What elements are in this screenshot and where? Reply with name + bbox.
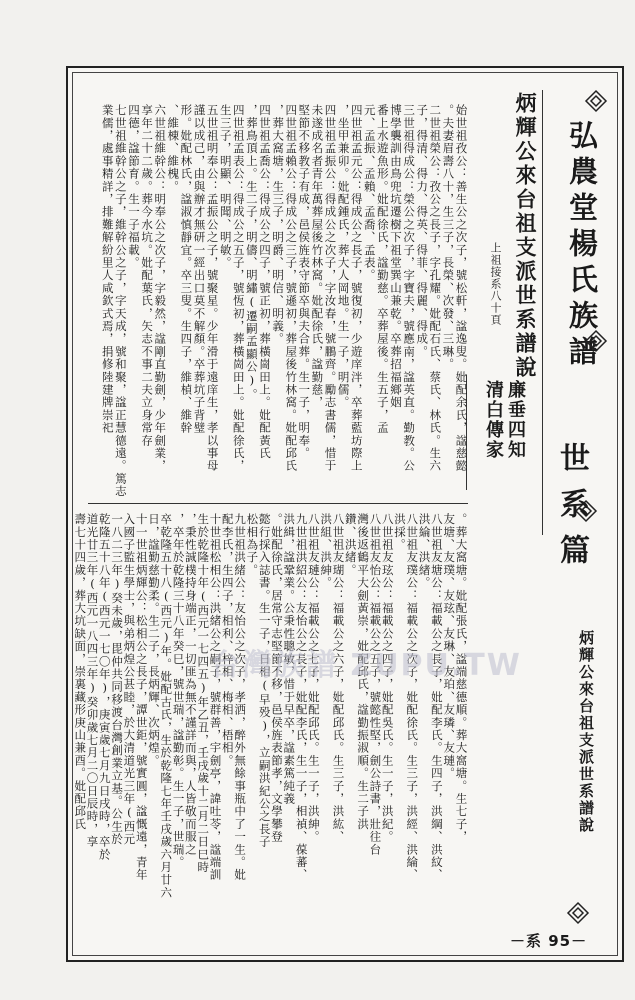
block-divider: [88, 503, 468, 504]
text-column: 配李氏，生四子，相利、梓相、梅相、梧相。: [220, 513, 235, 767]
diamond-ornament-icon: [585, 90, 607, 112]
text-column: 鑽、洪緒。: [343, 513, 358, 577]
text-column: 入國子監生學士，與弟炳煌公甚睦，於大清道光三年(西元: [122, 513, 137, 846]
text-column: 四世祖孟喬公：得成公之四子，號正初，葬橫崗田上。妣配黃氏: [258, 104, 272, 460]
text-column: ，葬鳥頂上。生二子，明儔、明繡(遷嗣孟顯公)。: [244, 104, 259, 402]
text-column: 博學襲訓由鳥兜坑遷樹下祖堂巽山兼乾。卒葬招福鄉姻: [389, 104, 403, 409]
text-column: 洪緝，諡鞏業。公秉性聰敏，惜于早卒，諡素篤純義: [282, 513, 297, 806]
text-column: 生三子，明顯、明聞、明敏。: [218, 104, 233, 270]
text-column: 享年二十二歲。葬今水坑。妣配葉氏，矢志不事二夫立身常存: [140, 104, 155, 447]
text-column: 八世祖友塘公：福載公之長子，妣配李氏。生四子，洪綱、洪紋、: [429, 513, 444, 882]
text-column: 形。妣配林氏，諡淑慎靜宜。卒三叟。生四子，維楨、維幹: [179, 104, 194, 435]
text-column: 八世祖友玹公：福載公之四子，妣配吳氏。生一子，洪紀。: [380, 513, 395, 844]
text-column: 子，得清、得力、得英、得菲、得麗、得成。: [415, 104, 430, 358]
text-column: ，坐甲兼卯。妣配鍾氏，葬大人岡地。生一子，明儒。: [336, 104, 351, 409]
main-heading: 炳輝公來台祖支派世系譜說: [513, 92, 538, 380]
text-column: 六世祖維幹公：明奉公之次子，字毅然，諡剛直勤劍，少年劍業，: [153, 104, 168, 473]
side-title: 炳輝公來台祖支派世系譜說: [577, 630, 595, 834]
text-column: 。夫妻眉壽八十，生三子，長榮、次發、三琳。: [441, 104, 456, 371]
text-column: 二世祖榮公：孜公之長子，字孔耀。妣配石氏、蔡氏、林氏。生六: [428, 104, 443, 473]
text-column: 未遂成名者青年萬葬屋後竹林窩。妣配徐氏，諡勤慈，: [310, 104, 325, 409]
text-column: 元、孟振、孟賴、孟喬、孟表。: [362, 104, 377, 282]
page-number: －系 95－: [510, 932, 588, 950]
motto-left: 清白傳家: [483, 380, 504, 460]
text-column: 壽七十四歲，葬大坑缺面，崇裏藏形庚山兼酉。妣配邱氏: [73, 513, 88, 831]
text-column: 業儒，處事精詳，排難解紛里人咸欽式焉，捐修陸建牌崇祀: [100, 104, 115, 435]
text-column: 四世祖孟表公：得成公之五子，號恆初，葬橫崗田上。妣配徐氏，: [231, 104, 246, 473]
text-column: 謹以成己，由與辦才無研一經出口莫不解顏。卒葬坑子背璧: [192, 104, 207, 435]
text-column: 九世祖洪紹公：友怡公之長子，妣配李氏，生一子，相禎、葆蕃、: [294, 513, 309, 882]
text-column: 生於乾隆十年(西元一七四五)年乙丑，壬戌歲十二月二日巳時: [196, 513, 211, 874]
header-divider: [542, 90, 543, 535]
text-column: 四世祖孟賴公：得成公之三子，號遜初，葬屋後竹林窩。妣配邱氏: [284, 104, 299, 473]
text-column: ，卒年於乾隆三十八年癸巳，號世瑞，諡勤彰。生一子，世瑞。: [171, 513, 186, 869]
text-column: 九世祖洪緒公：友怡公之次子，孝洒，醉外無餘事瓶中了一生。妣: [233, 513, 248, 882]
text-column: 。妣配徐氏，居常守志堅節不移，邑侯旌表節孝，文學攀登: [270, 513, 284, 844]
text-column: 洪採。: [393, 513, 407, 552]
text-column: 十一世祖炳輝公：松相公之長子，譚世鉅，號實圓，諡慨遠，青年: [134, 513, 149, 882]
text-column: 一八二三年)癸未歲，毘仲共同移渡台灣創業立基。公生於: [110, 513, 125, 846]
text-column: 日，諡勤慈勤柔。生二子，長炳輝、次炳煌。: [147, 513, 161, 767]
text-column: 七世祖維幹公之子，維幹公之子，字天成，號和聚，諡正慧德遠。篤志: [113, 104, 128, 498]
text-column: 、維棟、維槐。: [166, 104, 181, 193]
text-column: 四德，諡節育。生一子福載。: [127, 104, 141, 270]
text-column: 四世祖孟元公：得成公之長子，號復初，少遊庠泮，卒葬藍坊際上: [349, 104, 364, 473]
text-column: 堅節不移教子有成，邑侯旌表守節卒與夫合葬。生一子，明奉。: [297, 104, 312, 460]
text-column: 十世祖松相公：洪緒公之嗣子，號群善，宇劍亭，諱吐苓，諡端訓: [208, 513, 223, 882]
watermark: 台灣族譜 ZUPU.TW: [210, 648, 522, 683]
text-column: 八世祖友璉公：福載公之七子，妣配邱氏。生一子，洪紳。: [306, 513, 321, 844]
text-column: 始世祖孜公：善生公之次子，號松軒，諡逸叟。妣配余氏，諡慈懿: [454, 104, 469, 473]
text-column: 乾隆五十八年(西元一七〇年)，庚寅歲七月九日戌時，卒於: [97, 513, 112, 861]
text-column: 道光廿三年(西元一八四三年)癸卯歲七月二〇日辰時，享: [85, 513, 100, 849]
motto-right: 廉垂四知: [505, 380, 526, 460]
text-column: 八世祖友怡公：福載公之五子，號懿性堅，劍公詩書，壯往台: [368, 513, 383, 856]
text-column: 八世祖友璞公：福載公之次子，妣配徐氏。生三子，洪經、洪綸、: [405, 513, 420, 882]
text-column: 八世祖友瑚公：福載公之六子，妣配邱氏。生三子，洪紘、: [331, 513, 346, 844]
diamond-ornament-icon: [585, 330, 607, 352]
text-column: ，秉性誠樸持身端正，一切匪為無不謹詳而與，人皆敬而服之: [183, 513, 198, 856]
text-column: 四世祖孟振公：得成公之次子，字汝春，號鵬齊。勵志書儒，惜于: [323, 104, 338, 473]
text-column: 友塘、友璞、友玹、友琳、友珀、友璘、友璉。: [442, 513, 457, 780]
text-column: 番上水遊魚形。妣配徐氏，諡勤慈。卒葬屋後。生五子，孟: [375, 104, 390, 435]
book-title: 弘農堂楊氏族譜: [565, 120, 599, 372]
reference-note: 上祖接系八十頁: [489, 242, 502, 326]
text-column: 。葬大窩塘。妣配張氏，諡端慈德順。葬大窩塘。生七子，: [454, 513, 469, 844]
text-column: 三世祖得成公：榮公之次子，字寶夫，號應南，諡英直。勤教。公: [402, 104, 417, 473]
diamond-ornament-icon: [567, 902, 589, 924]
text-column: 松相為子。: [245, 513, 260, 577]
text-column: ，葬大窩塘，生三子，明爵、明信、明義。: [271, 104, 286, 346]
text-column: 懿行採入誌書。生一子，日相(早殁)，立嗣洪紀公之長子: [257, 513, 272, 849]
section-title: 世系篇: [554, 442, 589, 580]
text-column: 洪組、洪紳。: [319, 513, 334, 590]
text-column: 卒乾隆五十八(西元)年。妣配古氏，生於乾隆七年壬戌歲六月廿六: [159, 513, 174, 899]
text-column: 五世祖明奉公：孟振公之子，號聚星。少年滑于遠庠生，孝以事母: [205, 104, 220, 473]
text-column: 洪綸、洪緖。: [417, 513, 432, 590]
text-column: 灣後返鶴平大劍黃崇，妣配邱氏，諡勤振淑順。生二子洪: [356, 513, 371, 831]
